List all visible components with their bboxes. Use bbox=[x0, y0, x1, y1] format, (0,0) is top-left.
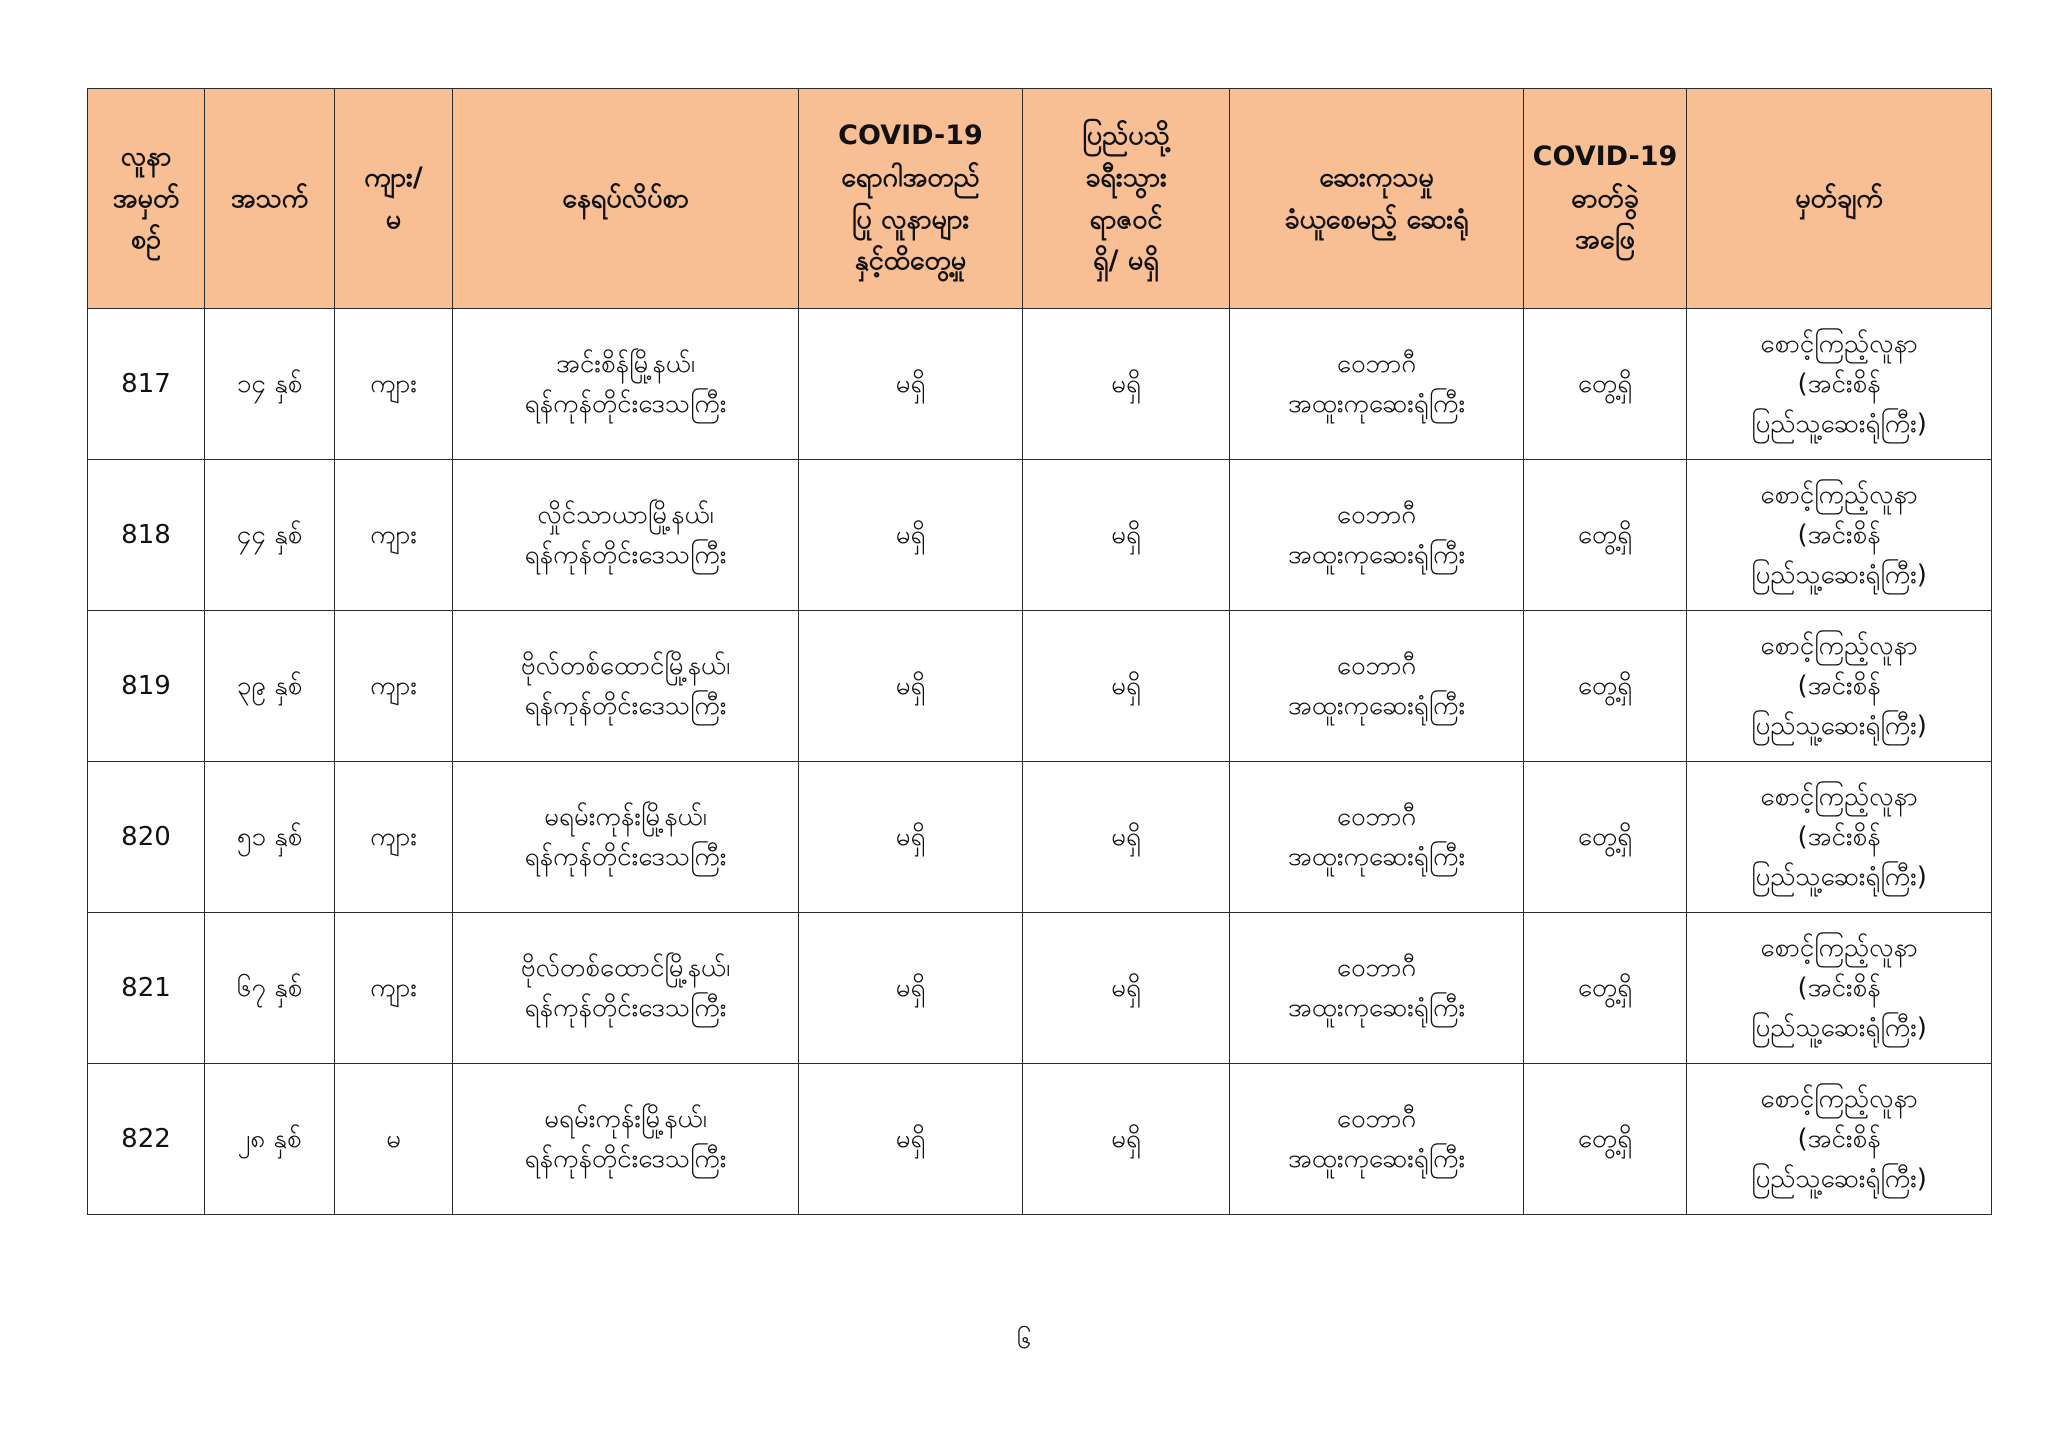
table-row bbox=[88, 913, 1992, 1064]
cell-address: ဗိုလ်တစ်ထောင်မြို့နယ်၊ ရန်ကုန်တိုင်းဒေသကြီး bbox=[453, 611, 799, 762]
cell-address: မရမ်းကုန်းမြို့နယ်၊ ရန်ကုန်တိုင်းဒေသကြီး bbox=[453, 762, 799, 913]
cell-remark: စောင့်ကြည့်လူနာ (အင်းစိန် ပြည်သူ့ဆေးရုံကြီး) bbox=[1687, 1064, 1992, 1215]
header-patient-no: လူနာ အမှတ် စဉ် bbox=[88, 89, 205, 309]
cell-travel-history: မရှိ bbox=[1023, 611, 1230, 762]
cell-sex: ကျား bbox=[335, 762, 453, 913]
cell-patient-no: 821 bbox=[88, 913, 205, 1064]
cell-age: ၁၄ နှစ် bbox=[205, 309, 335, 460]
cell-sex: ကျား bbox=[335, 460, 453, 611]
header-sex: ကျား/ မ bbox=[335, 89, 453, 309]
cell-remark: စောင့်ကြည့်လူနာ (အင်းစိန် ပြည်သူ့ဆေးရုံကြီး) bbox=[1687, 913, 1992, 1064]
table-row bbox=[88, 309, 1992, 460]
cell-age: ၂၈ နှစ် bbox=[205, 1064, 335, 1215]
cell-contact: မရှိ bbox=[799, 611, 1023, 762]
cell-contact: မရှိ bbox=[799, 913, 1023, 1064]
cell-hospital: ဝေဘာဂီ အထူးကုဆေးရုံကြီး bbox=[1230, 309, 1524, 460]
table-header-row bbox=[88, 89, 1992, 309]
cell-lab-result: တွေ့ရှိ bbox=[1524, 460, 1687, 611]
cell-sex: ကျား bbox=[335, 611, 453, 762]
cell-contact: မရှိ bbox=[799, 762, 1023, 913]
header-travel-history: ပြည်ပသို့ ခရီးသွား ရာဇဝင် ရှိ/ မရှိ bbox=[1023, 89, 1230, 309]
cell-remark: စောင့်ကြည့်လူနာ (အင်းစိန် ပြည်သူ့ဆေးရုံကြီး) bbox=[1687, 460, 1992, 611]
table-row bbox=[88, 1064, 1992, 1215]
cell-hospital: ဝေဘာဂီ အထူးကုဆေးရုံကြီး bbox=[1230, 913, 1524, 1064]
header-lab-result: COVID-19 ဓာတ်ခွဲ အဖြေ bbox=[1524, 89, 1687, 309]
cell-address: မရမ်းကုန်းမြို့နယ်၊ ရန်ကုန်တိုင်းဒေသကြီး bbox=[453, 1064, 799, 1215]
cell-age: ၆၇ နှစ် bbox=[205, 913, 335, 1064]
table-body bbox=[88, 309, 1992, 1215]
header-treating-hospital: ဆေးကုသမှု ခံယူစေမည့် ဆေးရုံ bbox=[1230, 89, 1524, 309]
header-contact-with-confirmed: COVID-19 ရောဂါအတည် ပြု လူနာများ နှင့်ထိတွေ့မှု bbox=[799, 89, 1023, 309]
cell-sex: မ bbox=[335, 1064, 453, 1215]
cell-hospital: ဝေဘာဂီ အထူးကုဆေးရုံကြီး bbox=[1230, 1064, 1524, 1215]
cell-lab-result: တွေ့ရှိ bbox=[1524, 762, 1687, 913]
cell-contact: မရှိ bbox=[799, 309, 1023, 460]
table-row bbox=[88, 460, 1992, 611]
cell-patient-no: 818 bbox=[88, 460, 205, 611]
cell-patient-no: 820 bbox=[88, 762, 205, 913]
cell-lab-result: တွေ့ရှိ bbox=[1524, 611, 1687, 762]
cell-remark: စောင့်ကြည့်လူနာ (အင်းစိန် ပြည်သူ့ဆေးရုံကြီး) bbox=[1687, 762, 1992, 913]
cell-age: ၃၉ နှစ် bbox=[205, 611, 335, 762]
table-row bbox=[88, 611, 1992, 762]
header-remark: မှတ်ချက် bbox=[1687, 89, 1992, 309]
cell-hospital: ဝေဘာဂီ အထူးကုဆေးရုံကြီး bbox=[1230, 460, 1524, 611]
cell-remark: စောင့်ကြည့်လူနာ (အင်းစိန် ပြည်သူ့ဆေးရုံကြီး) bbox=[1687, 611, 1992, 762]
covid-case-table bbox=[87, 88, 1992, 1215]
table-row bbox=[88, 762, 1992, 913]
cell-travel-history: မရှိ bbox=[1023, 762, 1230, 913]
cell-sex: ကျား bbox=[335, 913, 453, 1064]
header-address: နေရပ်လိပ်စာ bbox=[453, 89, 799, 309]
cell-hospital: ဝေဘာဂီ အထူးကုဆေးရုံကြီး bbox=[1230, 611, 1524, 762]
cell-lab-result: တွေ့ရှိ bbox=[1524, 1064, 1687, 1215]
cell-lab-result: တွေ့ရှိ bbox=[1524, 913, 1687, 1064]
cell-travel-history: မရှိ bbox=[1023, 913, 1230, 1064]
cell-patient-no: 819 bbox=[88, 611, 205, 762]
cell-hospital: ဝေဘာဂီ အထူးကုဆေးရုံကြီး bbox=[1230, 762, 1524, 913]
page-number: ၆ bbox=[1016, 1325, 1032, 1355]
case-table-container bbox=[87, 88, 1991, 1215]
cell-age: ၅၁ နှစ် bbox=[205, 762, 335, 913]
cell-travel-history: မရှိ bbox=[1023, 460, 1230, 611]
cell-age: ၄၄ နှစ် bbox=[205, 460, 335, 611]
cell-remark: စောင့်ကြည့်လူနာ (အင်းစိန် ပြည်သူ့ဆေးရုံကြီး) bbox=[1687, 309, 1992, 460]
cell-patient-no: 817 bbox=[88, 309, 205, 460]
cell-contact: မရှိ bbox=[799, 460, 1023, 611]
cell-address: လှိုင်သာယာမြို့နယ်၊ ရန်ကုန်တိုင်းဒေသကြီး bbox=[453, 460, 799, 611]
header-age: အသက် bbox=[205, 89, 335, 309]
cell-address: အင်းစိန်မြို့နယ်၊ ရန်ကုန်တိုင်းဒေသကြီး bbox=[453, 309, 799, 460]
cell-contact: မရှိ bbox=[799, 1064, 1023, 1215]
cell-patient-no: 822 bbox=[88, 1064, 205, 1215]
cell-address: ဗိုလ်တစ်ထောင်မြို့နယ်၊ ရန်ကုန်တိုင်းဒေသကြီး bbox=[453, 913, 799, 1064]
cell-lab-result: တွေ့ရှိ bbox=[1524, 309, 1687, 460]
cell-travel-history: မရှိ bbox=[1023, 1064, 1230, 1215]
cell-travel-history: မရှိ bbox=[1023, 309, 1230, 460]
cell-sex: ကျား bbox=[335, 309, 453, 460]
